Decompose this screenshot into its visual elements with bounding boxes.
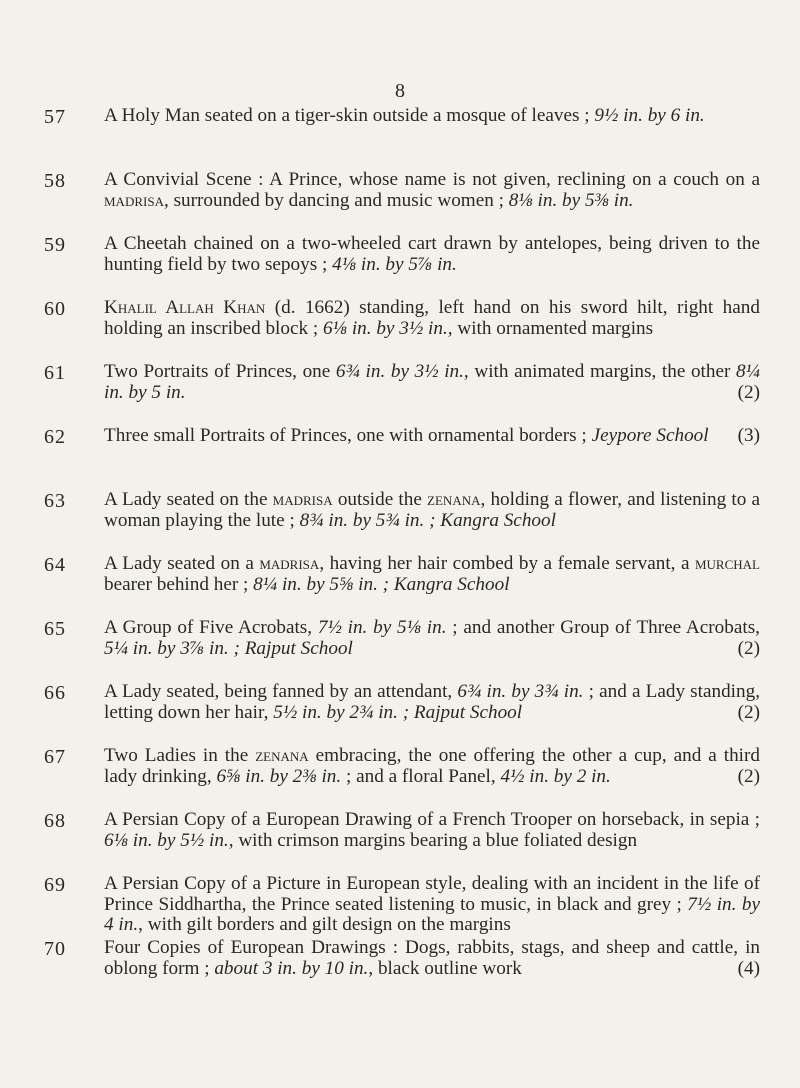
lot-number: 68: [44, 810, 66, 832]
lot-text-run: A Lady seated on the: [104, 489, 273, 510]
lot-text-run: zenana: [255, 745, 309, 766]
lot-text-run: 8¼ in. by 5 in.: [104, 361, 760, 403]
lot-text-run: 6⅛ in. by 3½ in.: [323, 317, 448, 339]
lot-text-run: , surrounded by dancing and music women ;: [163, 189, 509, 211]
lot-description: [104, 170, 760, 211]
lot-text-run: ; and a floral Panel,: [341, 765, 501, 787]
lot-description: [104, 810, 760, 851]
lot-description: [104, 234, 760, 275]
lot-list: [0, 106, 800, 1002]
lot-text-run: A Cheetah chained on a two-wheeled cart drawn by antelopes, being driven to the hunting field by two sepoys ;: [104, 233, 760, 275]
lot-text-run: 7½ in. by 5⅛ in.: [317, 617, 447, 638]
lot-quantity: (3): [737, 425, 760, 446]
lot-entry: [0, 170, 800, 234]
lot-text-run: outside the: [332, 489, 428, 510]
lot-entry: [0, 426, 800, 490]
lot-entry: [0, 490, 800, 554]
lot-description: [104, 938, 760, 979]
lot-number: 58: [44, 170, 66, 192]
lot-number: 69: [44, 874, 66, 896]
lot-text-run: A Lady seated on a: [104, 553, 260, 574]
lot-text-run: , holding a flower, and listening to a woman playing the lute ;: [104, 489, 760, 531]
lot-text-run: 7½ in. by 4 in.: [104, 893, 760, 935]
lot-text-run: ; and a Lady standing, letting down her hair,: [104, 681, 760, 723]
lot-entry: [0, 298, 800, 362]
lot-number: 64: [44, 554, 66, 576]
lot-text-run: 4½ in. by 2 in.: [500, 765, 611, 787]
lot-text-run: 8¾ in. by 5¾ in. ; Kangra School: [299, 509, 556, 531]
lot-text-run: A Holy Man seated on a tiger-skin outside a mosque of leaves ;: [104, 105, 595, 126]
lot-quantity: (2): [737, 765, 760, 787]
lot-text-run: Two Ladies in the: [104, 745, 256, 766]
lot-text-run: Two Portraits of Princes, one: [104, 361, 336, 382]
page-number: 8: [395, 80, 405, 102]
lot-text-run: zenana: [427, 489, 481, 510]
lot-description: [104, 490, 760, 531]
lot-description: [104, 874, 760, 936]
lot-quantity: (2): [737, 381, 760, 403]
lot-description: [104, 426, 760, 447]
lot-text-run: 6¾ in. by 3½ in.: [335, 361, 464, 382]
lot-text-run: 5¼ in. by 3⅞ in. ; Rajput School: [104, 637, 353, 659]
lot-text-run: 6¾ in. by 3¾ in.: [457, 681, 584, 702]
lot-text-run: ; and another Group of Three Acrobats,: [446, 617, 760, 638]
lot-entry: [0, 618, 800, 682]
lot-text-run: bearer behind her ;: [104, 573, 254, 595]
lot-text-run: Three small Portraits of Princes, one with ornamental borders ;: [104, 425, 592, 446]
lot-text-run: Jeypore School: [591, 425, 709, 446]
lot-text-run: Four Copies of European Drawings : Dogs, rabbits, stags, and sheep and cattle, in oblong form ;: [104, 937, 760, 979]
lot-entry: [0, 938, 800, 1002]
lot-entry: [0, 746, 800, 810]
lot-description: [104, 554, 760, 595]
lot-text-run: , having her hair combed by a female servant, a: [319, 553, 695, 574]
lot-quantity: (2): [737, 637, 760, 659]
lot-text-run: , with ornamented margins: [447, 317, 654, 339]
lot-text-run: , black outline work: [368, 957, 522, 979]
lot-number: 67: [44, 746, 66, 768]
lot-description: [104, 746, 760, 787]
lot-quantity: (4): [737, 957, 760, 979]
lot-text-run: madrisa: [104, 189, 164, 211]
lot-number: 61: [44, 362, 66, 384]
lot-entry: [0, 234, 800, 298]
lot-entry: [0, 106, 800, 170]
lot-description: [104, 682, 760, 723]
lot-entry: [0, 362, 800, 426]
lot-number: 65: [44, 618, 66, 640]
lot-number: 63: [44, 490, 66, 512]
lot-text-run: about 3 in. by 10 in.: [214, 957, 369, 979]
lot-description: [104, 618, 760, 659]
lot-text-run: , with crimson margins bearing a blue foliated design: [228, 829, 638, 851]
lot-text-run: 5½ in. by 2¾ in. ; Rajput School: [273, 701, 523, 723]
lot-text-run: A Lady seated, being fanned by an attendant,: [104, 681, 458, 702]
lot-entry: [0, 682, 800, 746]
lot-text-run: A Convivial Scene : A Prince, whose name is not given, reclining on a couch on a: [104, 169, 760, 190]
lot-text-run: A Group of Five Acrobats,: [104, 617, 318, 638]
lot-text-run: 4⅛ in. by 5⅞ in.: [332, 253, 457, 275]
lot-description: [104, 362, 760, 403]
lot-number: 59: [44, 234, 66, 256]
lot-text-run: , with animated margins, the other: [463, 361, 736, 382]
lot-text-run: (d. 1662) standing, left hand on his sword hilt, right hand holding an inscribed block ;: [104, 297, 760, 339]
lot-text-run: 8¼ in. by 5⅝ in. ; Kangra School: [253, 573, 510, 595]
lot-description: [104, 106, 760, 127]
lot-text-run: madrisa: [259, 553, 320, 574]
lot-number: 70: [44, 938, 66, 960]
lot-number: 60: [44, 298, 66, 320]
lot-number: 57: [44, 106, 66, 128]
lot-text-run: A Persian Copy of a European Drawing of a French Trooper on horseback, in sepia ;: [104, 809, 760, 830]
lot-text-run: 6⅝ in. by 2⅜ in.: [216, 765, 342, 787]
lot-entry: [0, 874, 800, 938]
lot-number: 62: [44, 426, 66, 448]
lot-text-run: 9½ in. by 6 in.: [594, 105, 705, 126]
lot-text-run: embracing, the one offering the other a cup, and a third lady drinking,: [104, 745, 760, 787]
lot-quantity: (2): [737, 701, 760, 723]
lot-entry: [0, 810, 800, 874]
lot-text-run: , with gilt borders and gilt design on the margins: [138, 914, 511, 935]
lot-text-run: 8⅛ in. by 5⅜ in.: [508, 189, 634, 211]
lot-text-run: murchal: [694, 553, 760, 574]
lot-number: 66: [44, 682, 66, 704]
lot-text-run: 6⅛ in. by 5½ in.: [104, 829, 229, 851]
lot-text-run: madrisa: [272, 489, 333, 510]
lot-text-run: A Persian Copy of a Picture in European style, dealing with an incident in the life of Prince Siddhartha, the Prince seated listening to music, in black and grey ;: [104, 873, 760, 915]
lot-entry: [0, 554, 800, 618]
lot-text-run: Khalil Allah Khan: [104, 297, 266, 318]
lot-description: [104, 298, 760, 339]
